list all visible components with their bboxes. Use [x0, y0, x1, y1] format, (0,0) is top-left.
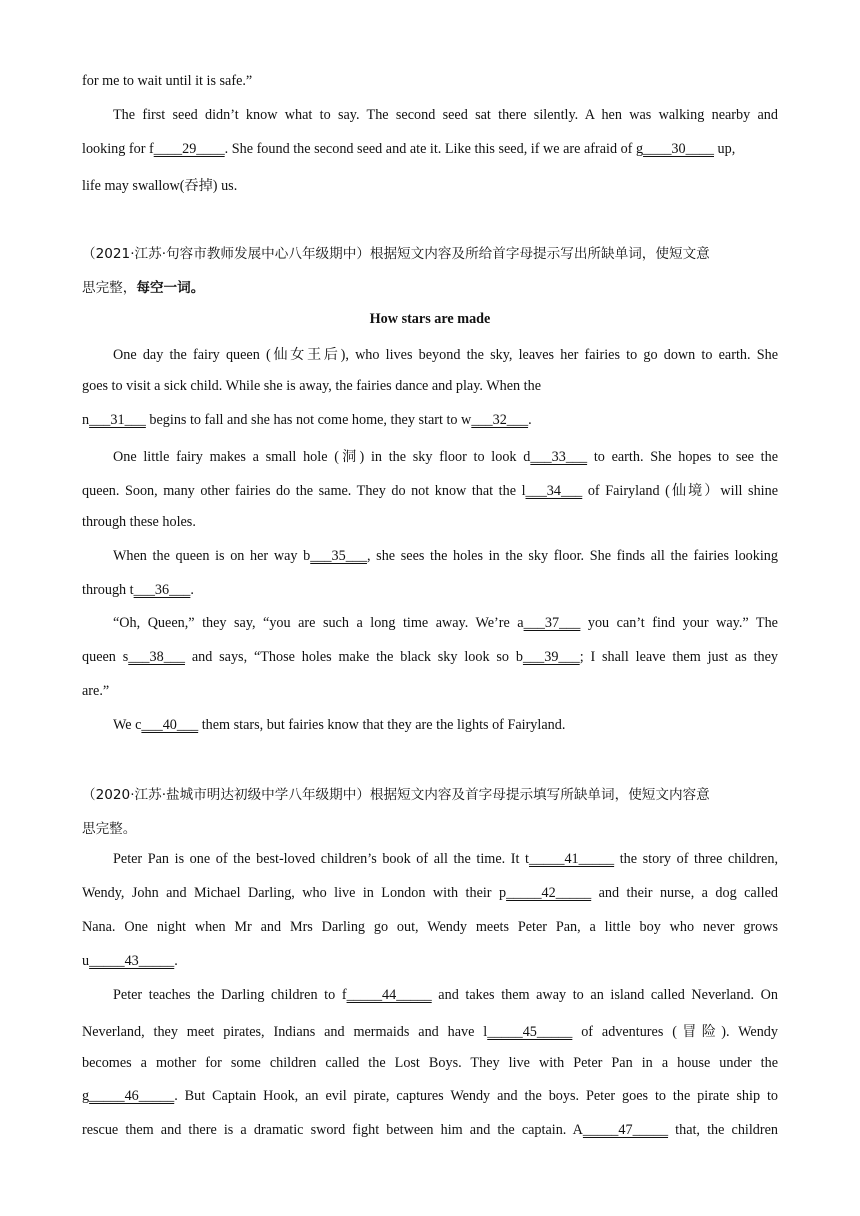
text: the story of three children,	[614, 851, 778, 867]
text: and takes them away to an island called Neverland. On	[431, 987, 779, 1003]
blank-30[interactable]: ____30____	[643, 141, 714, 157]
text: rescue them and there is a dramatic sword fight between him and the captain. A	[82, 1122, 583, 1138]
text-line	[82, 480, 778, 500]
blank-29[interactable]: ____29____	[153, 141, 225, 157]
blank-41[interactable]: _____41_____	[528, 851, 615, 867]
text-line	[82, 514, 196, 531]
text-line	[113, 344, 778, 364]
text: . But Captain Hook, an evil pirate, captures Wendy and the boys. Peter goes to the pirate ship to	[174, 1088, 778, 1104]
text: （2020·江苏·盐城市明达初级中学八年级期中）根据短文内容及首字母提示填写所缺单词，使短文内容意	[82, 787, 710, 803]
blank-36[interactable]: ___36___	[133, 582, 191, 598]
text: becomes a mother for some children called the Lost Boys. They live with Peter Pan in a house under the	[82, 1055, 778, 1071]
text: Wendy, John and Michael Darling, who live in London with their p	[82, 885, 507, 901]
text-line	[113, 851, 778, 868]
text: them stars, but fairies know that they are the lights of Fairyland.	[198, 717, 566, 733]
text-line	[113, 987, 778, 1004]
blank-46[interactable]: _____46_____	[89, 1088, 175, 1104]
text: Neverland, they meet pirates, Indians and mermaids and have l	[82, 1024, 488, 1040]
section-source	[82, 783, 710, 803]
text-line	[82, 885, 778, 902]
text-line	[113, 615, 778, 632]
blank-43[interactable]: _____43_____	[89, 953, 175, 969]
text: and says, “Those holes make the black sky look so b	[184, 649, 523, 665]
text: life may swallow(吞掉) us.	[82, 178, 238, 194]
text-line	[113, 107, 778, 124]
blank-34[interactable]: ___34___	[525, 483, 583, 499]
text-line	[82, 1122, 778, 1139]
text: .	[528, 412, 532, 428]
text: of Fairyland (仙境）will shine	[582, 483, 779, 499]
blank-31[interactable]: ___31___	[89, 412, 146, 428]
text: you can’t find your way.” The	[580, 615, 778, 631]
text: .	[174, 953, 178, 969]
section-source	[82, 242, 710, 262]
text: n	[82, 412, 90, 428]
blank-32[interactable]: ___32___	[471, 412, 529, 428]
text-line	[82, 1088, 778, 1105]
text: 思完整。	[82, 821, 137, 837]
blank-44[interactable]: _____44_____	[346, 987, 432, 1003]
text: through these holes.	[82, 514, 196, 530]
blank-38[interactable]: ___38___	[128, 649, 185, 665]
text-line	[82, 378, 541, 395]
text-line	[82, 1021, 778, 1041]
text: ; I shall leave them just as they	[579, 649, 779, 665]
text-line	[82, 73, 252, 90]
blank-37[interactable]: ___37___	[523, 615, 581, 631]
text: queen. Soon, many other fairies do the same. They do not know that the l	[82, 483, 526, 499]
text: queen s	[82, 649, 129, 665]
text: up,	[713, 141, 736, 157]
text-line	[82, 919, 778, 936]
text: We c	[113, 717, 142, 733]
text-line	[82, 141, 735, 158]
text: goes to visit a sick child. While she is away, the fairies dance and play. When the	[82, 378, 541, 394]
text: through t	[82, 582, 134, 598]
text: are.”	[82, 683, 110, 699]
blank-39[interactable]: ___39___	[522, 649, 580, 665]
text-line	[82, 953, 178, 970]
text: （2021·江苏·句容市教师发展中心八年级期中）根据短文内容及所给首字母提示写出所缺单词，使短文意	[82, 246, 710, 262]
text: One little fairy makes a small hole (洞) in the sky floor to look d	[113, 449, 531, 465]
text-line	[113, 717, 565, 734]
text: Peter teaches the Darling children to f	[113, 987, 347, 1003]
text: One day the fairy queen (仙女王后), who lives beyond the sky, leaves her fairies to go down to earth. She	[113, 347, 778, 363]
text: The first seed didn’t know what to say. The second seed sat there silently. A hen was walking nearby and	[113, 107, 778, 123]
text-line	[82, 582, 194, 599]
section-instruction	[82, 276, 204, 296]
text: 思完整，	[82, 280, 137, 296]
section-instruction	[82, 817, 136, 837]
text: Peter Pan is one of the best-loved children’s book of all the time. It t	[113, 851, 529, 867]
text: to earth. She hopes to see the	[587, 449, 778, 465]
text: and their nurse, a dog called	[591, 885, 778, 901]
text: looking for f	[82, 141, 154, 157]
text: begins to fall and she has not come home, they start to w	[145, 412, 472, 428]
text: that, the children	[668, 1122, 779, 1138]
text: , she sees the holes in the sky floor. She finds all the fairies looking	[366, 548, 778, 564]
text-line	[82, 175, 237, 195]
blank-47[interactable]: _____47_____	[582, 1122, 669, 1138]
text: “Oh, Queen,” they say, “you are such a long time away. We’re a	[113, 615, 524, 631]
text: .	[190, 582, 194, 598]
text: for me to wait until it is safe.”	[82, 73, 253, 89]
text-line	[82, 649, 778, 666]
text: Nana. One night when Mr and Mrs Darling go out, Wendy meets Peter Pan, a little boy who never grows	[82, 919, 778, 935]
text-line	[82, 1055, 778, 1072]
passage-title: How stars are made	[369, 311, 491, 327]
text-line	[113, 446, 778, 466]
text: g	[82, 1088, 90, 1104]
text: When the queen is on her way b	[113, 548, 311, 564]
text-line	[82, 683, 109, 700]
text-line	[113, 548, 778, 565]
blank-42[interactable]: _____42_____	[506, 885, 592, 901]
emphasis-text: 每空一词。	[136, 280, 205, 296]
text: . She found the second seed and ate it. Like this seed, if we are afraid of g	[224, 141, 644, 157]
text: of adventures (冒险). Wendy	[572, 1024, 778, 1040]
text: u	[82, 953, 90, 969]
text-line	[82, 412, 532, 429]
blank-45[interactable]: _____45_____	[487, 1024, 573, 1040]
blank-35[interactable]: ___35___	[310, 548, 367, 564]
blank-40[interactable]: ___40___	[141, 717, 199, 733]
blank-33[interactable]: ___33___	[530, 449, 588, 465]
